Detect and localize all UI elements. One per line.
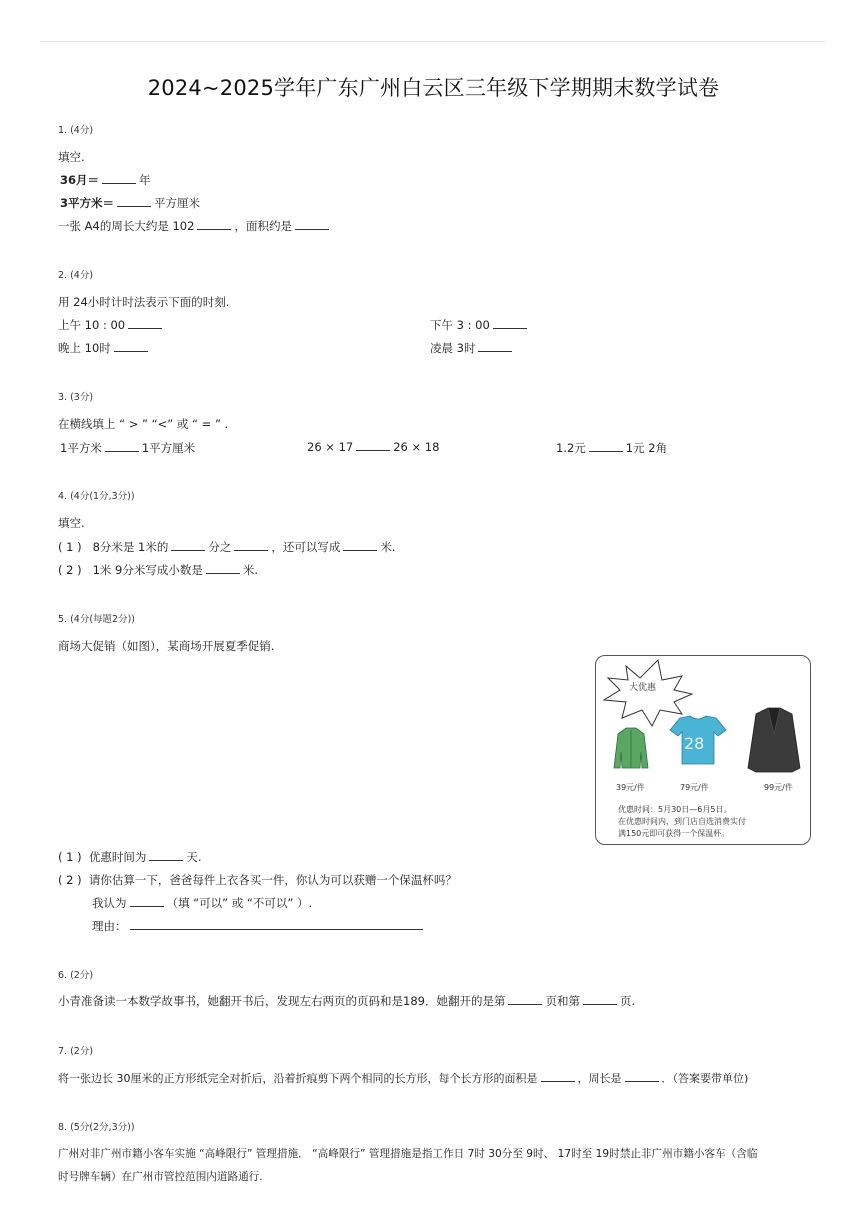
q5-part2 — [58, 872, 457, 888]
q3-b — [307, 440, 439, 454]
q2-intro: 用 24小时计时法表示下面的时刻. — [58, 295, 230, 309]
q7-header: 7. (2分) — [58, 1046, 94, 1057]
suit-icon — [748, 708, 800, 772]
q2-b-label: 下午 3 : 00 — [430, 318, 490, 332]
q2-b — [430, 317, 530, 333]
answer-blank[interactable] — [583, 994, 617, 1005]
q3-a-right: 1平方厘米 — [141, 441, 196, 455]
starburst-icon — [604, 660, 692, 726]
q1-line1-post: 年 — [139, 173, 151, 187]
price-suit: 99元/件 — [764, 783, 793, 792]
q4-part1 — [58, 539, 396, 555]
answer-blank[interactable] — [295, 219, 329, 230]
answer-blank[interactable] — [541, 1071, 575, 1082]
answer-blank[interactable] — [493, 318, 527, 329]
q5-part1 — [58, 849, 202, 865]
top-divider — [40, 41, 827, 42]
answer-blank[interactable] — [105, 441, 139, 452]
q2-d-label: 凌晨 3时 — [430, 341, 476, 355]
q5-p2-d: 理由： — [92, 919, 127, 933]
answer-blank[interactable] — [343, 540, 377, 551]
q1-intro: 填空. — [58, 150, 85, 164]
promo-banner: 大优惠 — [629, 683, 657, 693]
price-tshirt: 79元/件 — [680, 783, 709, 792]
q1-line2-pre: 3平方米＝ — [60, 196, 115, 210]
answer-blank[interactable] — [625, 1071, 659, 1082]
q4-p1-num: ( 1 ) — [58, 540, 82, 554]
q1-line1-pre: 36月＝ — [60, 173, 100, 187]
q4-part2 — [58, 562, 258, 578]
q5-p2-num: ( 2 ) — [58, 873, 82, 887]
q3-a-left: 1平方米 — [60, 441, 102, 455]
q2-a — [58, 317, 165, 333]
q5-p2-b: 我认为 — [92, 896, 127, 910]
answer-blank[interactable] — [478, 341, 512, 352]
q1-line3 — [58, 218, 332, 234]
q2-c-label: 晚上 10时 — [58, 341, 111, 355]
q3-header: 3. (3分) — [58, 392, 94, 403]
q3-b-left: 26 × 17 — [307, 440, 354, 454]
promo-note-1: 优惠时间：5月30日—6月5日。 — [618, 805, 732, 814]
q5-p1-b: 天. — [186, 850, 202, 864]
q4-p2-b: 米. — [242, 563, 259, 577]
q5-intro: 商场大促销（如图），某商场开展夏季促销. — [58, 639, 275, 653]
q3-a — [60, 440, 195, 456]
q1-line1 — [60, 172, 151, 188]
q7-text-b: ，周长是 — [577, 1072, 622, 1085]
promo-poster — [595, 655, 811, 845]
q1-header: 1. (4分) — [58, 125, 94, 136]
q3-intro: 在横线填上 “ > ” “<” 或 “ = ” . — [58, 417, 229, 431]
q8-line1: 广州对非广州市籍小客车实施 “高峰限行” 管理措施． “高峰限行” 管理措施是指工作日 7时 30分至 9时、 17时至 19时禁止非广州市籍小客车（含临 — [58, 1148, 758, 1160]
q7-text-a: 将一张边长 30厘米的正方形纸完全对折后，沿着折痕剪下两个相同的长方形，每个长方形的面积是 — [58, 1072, 538, 1085]
answer-blank[interactable] — [130, 896, 164, 907]
q4-intro: 填空. — [58, 516, 85, 530]
q4-p1-a: 8分米是 1米的 — [92, 540, 169, 554]
q3-c-right: 1元 2角 — [625, 441, 668, 455]
q4-header: 4. (4分(1分,3分)) — [58, 491, 135, 502]
tshirt-number: 28 — [684, 734, 705, 753]
answer-blank[interactable] — [197, 219, 231, 230]
jacket-icon — [614, 728, 648, 768]
promo-note-3: 满150元即可获得一个保温杯。 — [618, 829, 730, 838]
answer-blank[interactable] — [117, 196, 151, 207]
q4-p1-b: 分之 — [208, 540, 232, 554]
q6-text-c: 页. — [619, 994, 636, 1008]
answer-blank[interactable] — [171, 540, 205, 551]
q3-c — [556, 440, 667, 456]
q5-p2-a: 请你估算一下，爸爸每件上衣各买一件，你认为可以获赠一个保温杯吗？ — [88, 873, 457, 887]
q5-p1-num: ( 1 ) — [58, 850, 82, 864]
q7-text-c: ．（答案要带单位) — [661, 1072, 749, 1085]
page-title: 2024~2025学年广东广州白云区三年级下学期期末数学试卷 — [147, 76, 720, 100]
q5-p1-a: 优惠时间为 — [88, 850, 147, 864]
q4-p1-d: 米. — [380, 540, 396, 554]
q2-d — [430, 340, 515, 356]
q8-line2: 时号牌车辆）在广州市管控范围内道路通行. — [58, 1171, 263, 1183]
answer-blank[interactable] — [149, 850, 183, 861]
answer-blank[interactable] — [128, 318, 162, 329]
q2-c — [58, 340, 151, 356]
q3-b-right: 26 × 18 — [393, 440, 440, 454]
reason-blank[interactable] — [130, 919, 423, 930]
q5-part2-reason — [92, 918, 426, 934]
q6-text-a: 小青准备读一本数学故事书，她翻开书后，发现左右两页的页码和是189．她翻开的是第 — [58, 994, 506, 1008]
q6-text-b: 页和第 — [545, 994, 580, 1008]
q2-a-label: 上午 10 : 00 — [58, 318, 126, 332]
answer-blank[interactable] — [206, 563, 240, 574]
q1-line2 — [60, 195, 200, 211]
q3-c-left: 1.2元 — [556, 441, 586, 455]
q4-p2-num: ( 2 ) — [58, 563, 82, 577]
answer-blank[interactable] — [508, 994, 542, 1005]
q1-line2-post: 平方厘米 — [154, 196, 201, 210]
answer-blank[interactable] — [589, 441, 623, 452]
answer-blank[interactable] — [114, 341, 148, 352]
price-jacket: 39元/件 — [616, 783, 645, 792]
q4-p1-c: ，还可以写成 — [271, 540, 341, 554]
promo-note-2: 在优惠时间内，到门店自选消费实付 — [618, 817, 746, 826]
q7-text — [58, 1070, 748, 1086]
q2-header: 2. (4分) — [58, 270, 94, 281]
q1-line3-pre: 一张 A4的周长大约是 102 — [58, 219, 195, 233]
q6-header: 6. (2分) — [58, 970, 94, 981]
q5-header: 5. (4分(每题2分)) — [58, 614, 135, 625]
answer-blank[interactable] — [234, 540, 268, 551]
answer-blank[interactable] — [356, 440, 390, 451]
answer-blank[interactable] — [102, 173, 136, 184]
q5-p2-c: （填 “可以” 或 “不可以” ）. — [166, 896, 313, 910]
q4-p2-a: 1米 9分米写成小数是 — [92, 563, 203, 577]
q1-line3-mid: ，面积约是 — [234, 219, 292, 233]
q8-header: 8. (5分(2分,3分)) — [58, 1122, 135, 1133]
q5-part2-answer — [92, 895, 312, 911]
q6-text — [58, 993, 635, 1009]
